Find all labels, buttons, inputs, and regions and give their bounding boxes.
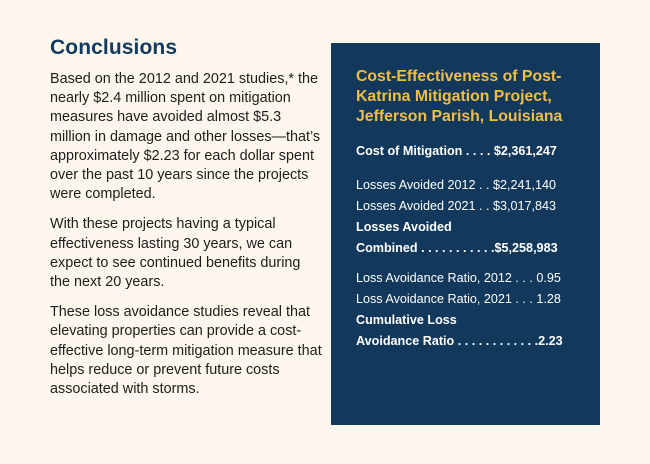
loss-avoidance-ratio-2012-row: Loss Avoidance Ratio, 2012 . . . 0.95: [356, 271, 561, 285]
losses-avoided-2012-row: Losses Avoided 2012 . . $2,241,140: [356, 178, 557, 192]
conclusions-heading: Conclusions: [50, 36, 178, 59]
cost-effectiveness-sidebar: [331, 43, 600, 425]
cumulative-ratio-label: Cumulative Loss: [356, 313, 457, 327]
losses-avoided-combined-row: Combined . . . . . . . . . . .$5,258,983: [356, 241, 558, 255]
conclusions-paragraph-2: With these projects having a typical effectiveness lasting 30 years, we can expect to see continued benefits during the next 20 years.: [50, 216, 301, 291]
sidebar-title: Cost-Effectiveness of Post-Katrina Mitigation Project, Jefferson Parish, Louisiana: [356, 68, 563, 125]
cumulative-ratio-row: Avoidance Ratio . . . . . . . . . . . .2.23: [356, 334, 563, 348]
cost-of-mitigation-row: Cost of Mitigation . . . . $2,361,247: [356, 144, 557, 158]
conclusions-section: [50, 36, 322, 410]
losses-avoided-combined-label: Losses Avoided: [356, 220, 452, 234]
losses-avoided-2021-row: Losses Avoided 2021 . . $3,017,843: [356, 199, 557, 213]
conclusions-paragraph-3: These loss avoidance studies reveal that elevating properties can provide a cost-effective long-term mitigation measure that helps reduce or prevent future costs associated with storms.: [50, 304, 322, 398]
conclusions-paragraph-1: Based on the 2012 and 2021 studies,* the nearly $2.4 million spent on mitigation measures have avoided almost $5.3 million in damage and other losses—that’s approximately $2.23 for each dollar spent over the past 10 years since the projects were completed.: [50, 71, 321, 203]
loss-avoidance-ratio-2021-row: Loss Avoidance Ratio, 2021 . . . 1.28: [356, 292, 561, 306]
